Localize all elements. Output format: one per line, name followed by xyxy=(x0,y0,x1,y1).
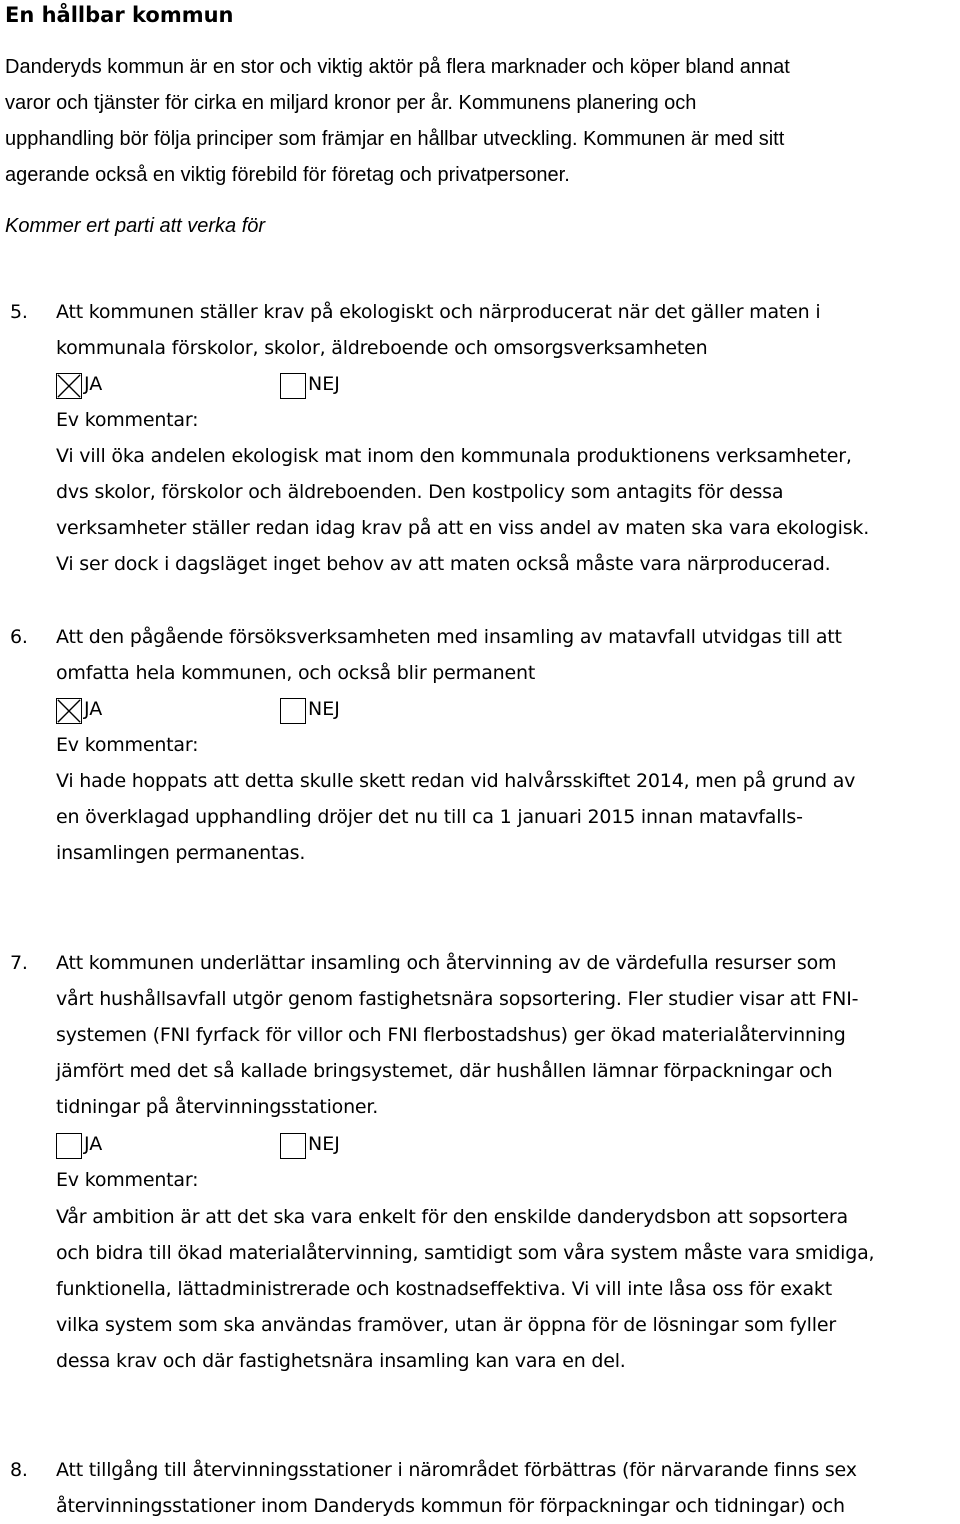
no-checkbox[interactable] xyxy=(280,1133,306,1159)
comment-text: och bidra till ökad materialåtervinning, samtidigt som våra system måste vara smidiga, xyxy=(56,1242,875,1264)
yes-label: JA xyxy=(84,698,103,720)
comment-text: verksamheter ställer redan idag krav på att en viss andel av maten ska vara ekologisk. xyxy=(56,517,870,539)
question-number: 6. xyxy=(10,626,28,648)
prompt-text: Kommer ert parti att verka för xyxy=(5,215,266,237)
comment-label: Ev kommentar: xyxy=(56,409,199,431)
comment-text: dessa krav och där fastighetsnära insamling kan vara en del. xyxy=(56,1350,626,1372)
no-checkbox[interactable] xyxy=(280,373,306,399)
comment-text: insamlingen permanentas. xyxy=(56,842,306,864)
no-checkbox[interactable] xyxy=(280,698,306,724)
question-text: återvinningsstationer inom Danderyds kommun för förpackningar och tidningar) och xyxy=(56,1495,845,1517)
yes-checkbox[interactable] xyxy=(56,1133,82,1159)
answer-row xyxy=(56,366,376,402)
comment-text: Vi vill öka andelen ekologisk mat inom den kommunala produktionens verksamheter, xyxy=(56,445,852,467)
no-label: NEJ xyxy=(308,1133,340,1155)
question-text: Att tillgång till återvinningsstationer i närområdet förbättras (för närvarande finns sex xyxy=(56,1459,857,1481)
question-text: Att den pågående försöksverksamheten med insamling av matavfall utvidgas till att xyxy=(56,626,842,648)
intro-line: agerande också en viktig förebild för företag och privatpersoner. xyxy=(5,164,570,186)
yes-label: JA xyxy=(84,373,103,395)
question-text: Att kommunen underlättar insamling och återvinning av de värdefulla resurser som xyxy=(56,952,837,974)
intro-line: Danderyds kommun är en stor och viktig aktör på flera marknader och köper bland annat xyxy=(5,56,790,78)
yes-checkbox[interactable] xyxy=(56,373,82,399)
question-text: vårt hushållsavfall utgör genom fastighetsnära sopsortering. Fler studier visar att FNI- xyxy=(56,988,859,1010)
comment-text: en överklagad upphandling dröjer det nu till ca 1 januari 2015 innan matavfalls- xyxy=(56,806,803,828)
question-text: systemen (FNI fyrfack för villor och FNI flerbostadshus) ger ökad materialåtervinning xyxy=(56,1024,846,1046)
intro-line: varor och tjänster för cirka en miljard kronor per år. Kommunens planering och xyxy=(5,92,697,114)
comment-label: Ev kommentar: xyxy=(56,1169,199,1191)
yes-checkbox[interactable] xyxy=(56,698,82,724)
intro-line: upphandling bör följa principer som främjar en hållbar utveckling. Kommunen är med sitt xyxy=(5,128,785,150)
checkmark-x-icon xyxy=(57,699,81,723)
comment-label: Ev kommentar: xyxy=(56,734,199,756)
no-label: NEJ xyxy=(308,373,340,395)
question-number: 7. xyxy=(10,952,28,974)
question-number: 8. xyxy=(10,1459,28,1481)
comment-text: funktionella, lättadministrerade och kostnadseffektiva. Vi vill inte låsa oss för exakt xyxy=(56,1278,832,1300)
yes-label: JA xyxy=(84,1133,103,1155)
question-text: jämfört med det så kallade bringsystemet, där hushållen lämnar förpackningar och xyxy=(56,1060,833,1082)
question-text: omfatta hela kommunen, och också blir permanent xyxy=(56,662,536,684)
comment-text: Vi hade hoppats att detta skulle skett redan vid halvårsskiftet 2014, men på grund av xyxy=(56,770,856,792)
comment-text: Vi ser dock i dagsläget inget behov av att maten också måste vara närproducerad. xyxy=(56,553,831,575)
question-text: Att kommunen ställer krav på ekologiskt och närproducerat när det gäller maten i xyxy=(56,301,821,323)
page-title: En hållbar kommun xyxy=(5,3,234,27)
comment-text: Vår ambition är att det ska vara enkelt för den enskilde danderydsbon att sopsortera xyxy=(56,1206,848,1228)
answer-row xyxy=(56,691,376,727)
answer-row xyxy=(56,1126,376,1162)
question-text: tidningar på återvinningsstationer. xyxy=(56,1096,379,1118)
comment-text: dvs skolor, förskolor och äldreboenden. Den kostpolicy som antagits för dessa xyxy=(56,481,784,503)
comment-text: vilka system som ska användas framöver, utan är öppna för de lösningar som fyller xyxy=(56,1314,836,1336)
no-label: NEJ xyxy=(308,698,340,720)
checkmark-x-icon xyxy=(57,374,81,398)
question-text: kommunala förskolor, skolor, äldreboende och omsorgsverksamheten xyxy=(56,337,708,359)
question-number: 5. xyxy=(10,301,28,323)
